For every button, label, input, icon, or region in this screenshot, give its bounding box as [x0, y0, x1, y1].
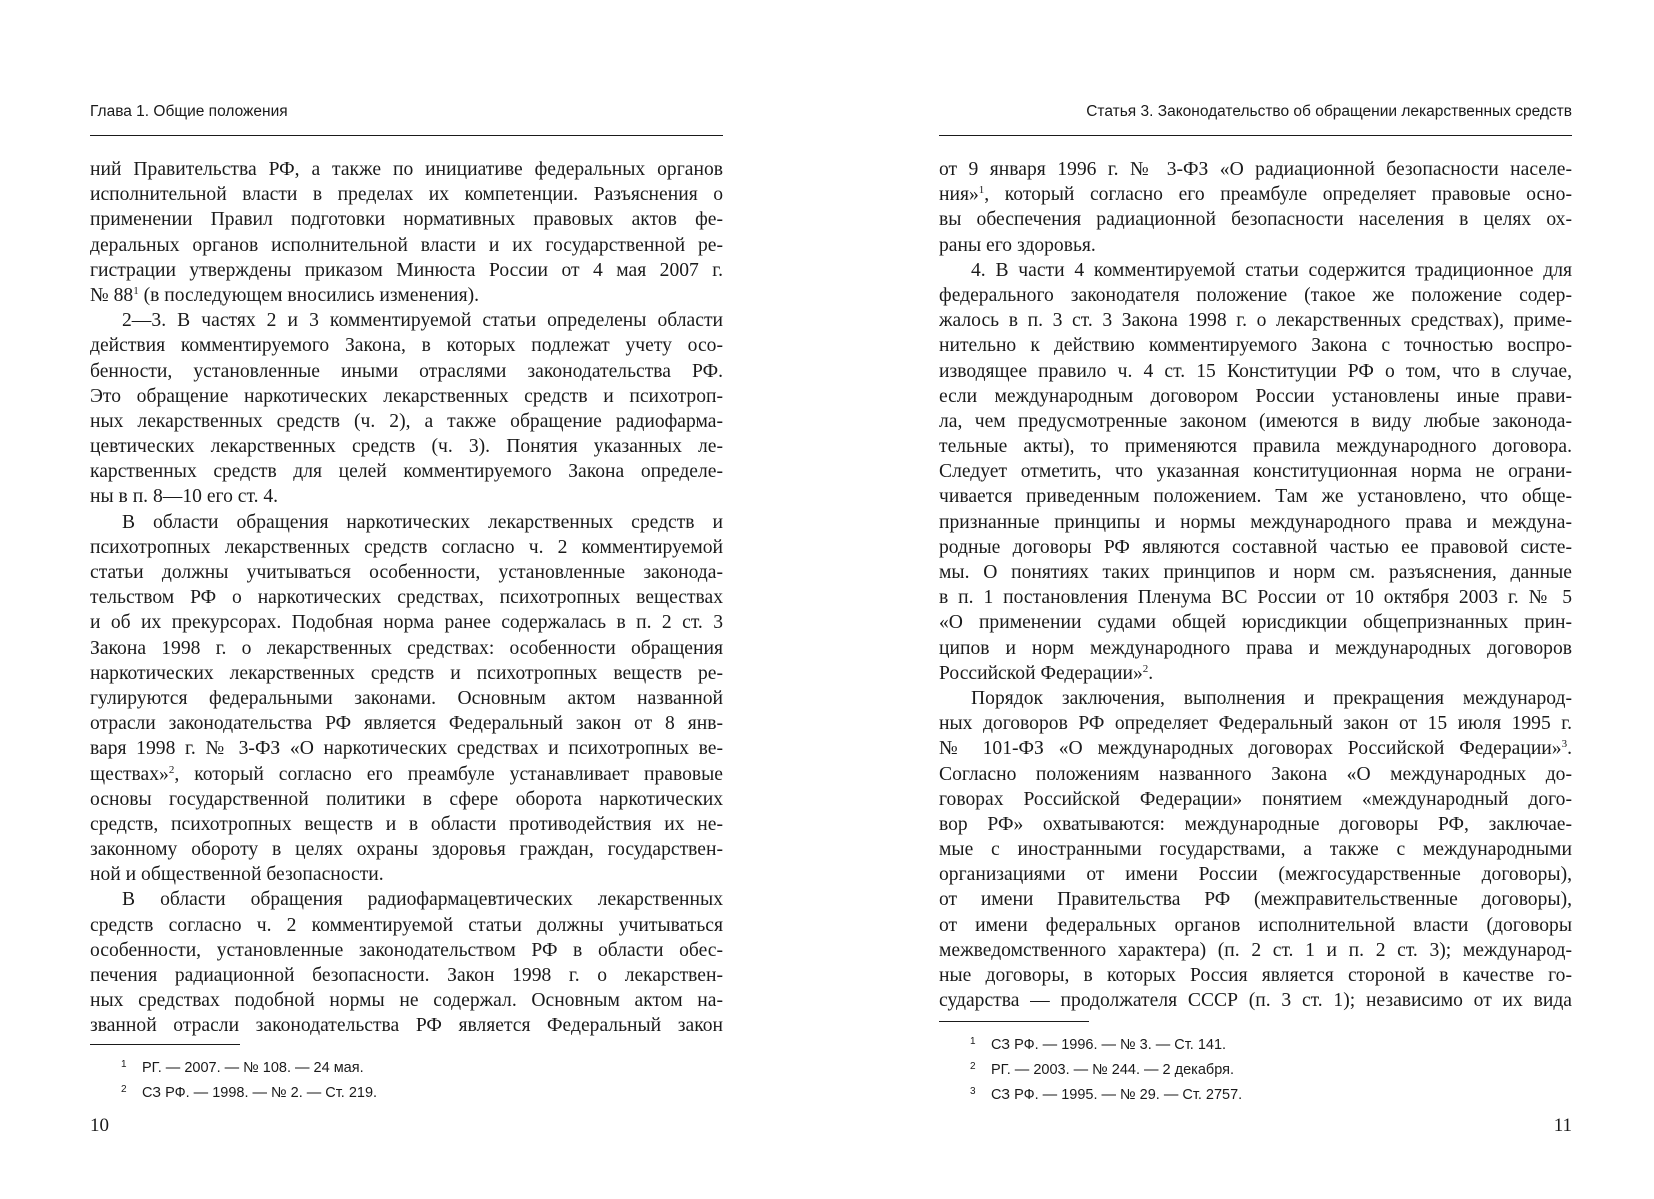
line-text: основы государственной политики в сфере оборота наркотических [90, 788, 723, 810]
text-line [90, 409, 723, 434]
line-text: вор РФ» охватываются: международные договоры РФ, заключае- [939, 813, 1572, 835]
line-text: цевтических лекарственных средств (ч. 3). Понятия указанных ле- [90, 436, 723, 458]
line-text: ные договоры, в которых Россия является стороной в качестве го- [939, 965, 1572, 986]
line-text: ных средствах подобной нормы не содержал. Основным актом на- [90, 990, 723, 1012]
text-line [90, 384, 723, 409]
line-text: званной отрасли законодательства РФ является Федеральный закон [90, 1015, 723, 1037]
footnote-number: 1 [121, 1059, 127, 1070]
text-line [90, 157, 723, 182]
page-number: 11 [1553, 1115, 1572, 1136]
text-line [939, 686, 1572, 711]
text-line [90, 711, 723, 736]
line-text: ния» [939, 184, 979, 206]
line-text: от имени Правительства РФ (межправительственные договоры), [939, 889, 1572, 911]
line-text: ных договоров РФ определяет Федеральный закон от 15 июля 1995 г. [939, 713, 1572, 735]
footnote-number: 2 [121, 1084, 127, 1095]
text-line [939, 887, 1572, 912]
line-text: мы. О понятиях таких принципов и норм см. разъяснения, данные [939, 562, 1572, 583]
text-line [939, 258, 1572, 283]
line-text: тельные акты), то применяются правила международного договора. [939, 436, 1572, 458]
text-line [939, 359, 1572, 384]
text-line [90, 484, 723, 509]
text-line [939, 459, 1572, 484]
text-line [90, 182, 723, 207]
text-line [939, 938, 1572, 963]
line-text: № 101-ФЗ «О международных договорах Российской Федерации» [939, 738, 1562, 760]
text-line [939, 636, 1572, 661]
line-text-after: . [1148, 662, 1154, 684]
running-head: Статья 3. Законодательство об обращении лекарственных средств [1086, 103, 1572, 120]
line-text: Следует отметить, что указанная конституционная норма не ограни- [939, 461, 1572, 483]
text-line [939, 535, 1572, 560]
line-text: признанные принципы и нормы международного права и междуна- [939, 511, 1572, 533]
text-line [939, 560, 1572, 585]
header-rule [939, 135, 1572, 136]
line-text: говорах Российской Федерации» понятием «международный дого- [939, 788, 1572, 810]
line-text: изводящее правило ч. 4 ст. 15 Конституции РФ о том, что в случае, [939, 360, 1572, 382]
text-line [939, 862, 1572, 887]
line-text: 2—3. В частях 2 и 3 комментируемой статьи определены области [122, 310, 723, 332]
text-line [939, 207, 1572, 232]
text-line [90, 585, 723, 610]
text-line [90, 333, 723, 358]
line-text: от 9 января 1996 г. № 3-ФЗ «О радиационной безопасности населе- [939, 159, 1572, 180]
text-line [939, 233, 1572, 258]
text-line [939, 812, 1572, 837]
footnote-rule [939, 1021, 1089, 1022]
line-text: № 88 [90, 284, 134, 306]
line-text: ных лекарственных средств (ч. 2), а также обращение радиофарма- [90, 410, 723, 432]
line-text: ний Правительства РФ, а также по инициативе федеральных органов [90, 159, 723, 180]
footnote [121, 1054, 723, 1079]
line-text: гулируются федеральными законами. Основным актом названной [90, 687, 723, 709]
line-text: бенности, установленные иными отраслями законодательства РФ. [90, 360, 723, 382]
line-text: деральных органов исполнительной власти и их государственной ре- [90, 234, 723, 256]
line-text: тельством РФ о наркотических средствах, психотропных веществах [90, 587, 723, 609]
footnote-ref[interactable]: 1 [978, 184, 985, 197]
footnote [970, 1031, 1572, 1056]
line-text: исполнительной власти в пределах их компетенции. Разъяснения о [90, 184, 723, 206]
footnote-ref[interactable]: 1 [133, 284, 139, 297]
line-text: ла, чем предусмотренные законом (имеются в виду любые законода- [939, 410, 1572, 432]
footnote-ref[interactable]: 3 [1561, 738, 1568, 751]
line-text: Российской Федерации» [939, 662, 1143, 684]
text-line [939, 837, 1572, 862]
page-number: 10 [90, 1115, 109, 1136]
text-line [939, 610, 1572, 635]
line-text: средств, психотропных веществ и в области противодействия их не- [90, 813, 723, 835]
line-text: психотропных лекарственных средств согласно ч. 2 комментируемой [90, 536, 723, 558]
line-text: особенности, установленные законодательством РФ в области обес- [90, 939, 723, 961]
left-page [90, 0, 723, 1199]
text-line [90, 283, 723, 308]
line-text: гистрации утверждены приказом Минюста России от 4 мая 2007 г. [90, 259, 723, 281]
text-line [939, 434, 1572, 459]
text-line [90, 510, 723, 535]
text-line [90, 862, 723, 887]
text-line [90, 837, 723, 862]
text-line [90, 736, 723, 761]
text-line [90, 459, 723, 484]
line-text: В области обращения наркотических лекарственных средств и [122, 511, 723, 533]
line-text-after: (в последующем вносились изменения). [138, 284, 480, 306]
line-text: В области обращения радиофармацевтических лекарственных [122, 889, 723, 911]
line-text: наркотических лекарственных средств и психотропных веществ ре- [90, 662, 723, 684]
footnote-number: 1 [970, 1036, 976, 1047]
line-text: действия комментируемого Закона, в которых подлежат учету осо- [90, 335, 723, 357]
footnote-text: СЗ РФ. — 1998. — № 2. — Ст. 219. [142, 1085, 378, 1101]
line-text-after: . [1567, 738, 1572, 760]
line-text: Согласно положениям названного Закона «О международных до- [939, 763, 1572, 785]
line-text: ципов и норм международного права и международных договоров [939, 637, 1572, 659]
text-line [90, 359, 723, 384]
line-text: применении Правил подготовки нормативных правовых актов фе- [90, 209, 723, 231]
text-line [90, 938, 723, 963]
line-text-after: , который согласно его преамбуле определяет правовые осно- [984, 184, 1572, 206]
text-line [90, 560, 723, 585]
text-line [90, 963, 723, 988]
line-text: статьи должны учитываться особенности, установленные законода- [90, 562, 723, 583]
text-line [90, 233, 723, 258]
line-text: карственных средств для целей комментируемого Закона определе- [90, 461, 723, 483]
line-text: отрасли законодательства РФ является Федеральный закон от 8 янв- [90, 713, 723, 735]
line-text: Это обращение наркотических лекарственных средств и психотроп- [90, 385, 723, 407]
body-text [90, 157, 723, 1039]
line-text: Порядок заключения, выполнения и прекращения международ- [971, 687, 1572, 709]
footnote-ref[interactable]: 2 [168, 763, 175, 776]
text-line [90, 434, 723, 459]
header-rule [90, 135, 723, 136]
footnote-text: РГ. — 2007. — № 108. — 24 мая. [142, 1060, 364, 1076]
footnote [970, 1056, 1572, 1081]
line-text: нительно к действию комментируемого Закона с точностью воспро- [939, 335, 1572, 357]
line-text: если международным договором России установлены иные прави- [939, 385, 1572, 407]
text-line [939, 484, 1572, 509]
text-line [939, 409, 1572, 434]
text-line [90, 787, 723, 812]
line-text: ществах» [90, 763, 169, 785]
body-text [939, 157, 1572, 1013]
text-line [939, 762, 1572, 787]
line-text: от имени федеральных органов исполнительной власти (договоры [939, 914, 1572, 936]
text-line [939, 157, 1572, 182]
line-text: сударства — продолжателя СССР (п. 3 ст. 1); независимо от их вида [939, 990, 1572, 1012]
text-line [939, 283, 1572, 308]
text-line [90, 988, 723, 1013]
text-line [90, 535, 723, 560]
text-line [90, 207, 723, 232]
footnote-text: СЗ РФ. — 1996. — № 3. — Ст. 141. [991, 1037, 1227, 1053]
line-text: федерального законодателя положение (такое же положение содер- [939, 284, 1572, 306]
line-text: родные договоры РФ являются составной частью ее правовой систе- [939, 536, 1572, 558]
running-head: Глава 1. Общие положения [90, 103, 288, 120]
footnote-number: 2 [970, 1061, 976, 1072]
text-line [939, 988, 1572, 1013]
footnote [970, 1081, 1572, 1106]
text-line [939, 308, 1572, 333]
text-line [90, 258, 723, 283]
text-line [90, 1013, 723, 1038]
line-text: жалось в п. 3 ст. 3 Закона 1998 г. о лекарственных средствах), приме- [939, 310, 1572, 332]
text-line [90, 887, 723, 912]
line-text: в п. 1 постановления Пленума ВС России от 10 октября 2003 г. № 5 [939, 587, 1572, 609]
footnotes [121, 1054, 723, 1104]
line-text: организациями от имени России (межгосударственные договоры), [939, 864, 1572, 886]
footnote-text: СЗ РФ. — 1995. — № 29. — Ст. 2757. [991, 1087, 1243, 1103]
text-line [939, 963, 1572, 988]
text-line [939, 585, 1572, 610]
line-text: межведомственного характера) (п. 2 ст. 1 и п. 2 ст. 3); международ- [939, 939, 1572, 961]
text-line [939, 711, 1572, 736]
line-text: ны в п. 8—10 его ст. 4. [90, 486, 279, 508]
text-line [939, 333, 1572, 358]
line-text: Закона 1998 г. о лекарственных средствах: особенности обращения [90, 637, 723, 659]
text-line [939, 384, 1572, 409]
text-line [90, 308, 723, 333]
line-text: средств согласно ч. 2 комментируемой статьи должны учитываться [90, 914, 723, 936]
footnote-number: 3 [970, 1086, 976, 1097]
line-text: раны его здоровья. [939, 234, 1096, 256]
line-text: законному обороту в целях охраны здоровья граждан, государствен- [90, 839, 723, 861]
text-line [90, 686, 723, 711]
text-line [939, 913, 1572, 938]
text-line [939, 510, 1572, 535]
text-line [939, 661, 1572, 686]
right-page [939, 0, 1572, 1199]
text-line [939, 182, 1572, 207]
footnote [121, 1079, 723, 1104]
line-text: мые с иностранными государствами, а также с международными [939, 839, 1572, 861]
footnote-ref[interactable]: 2 [1142, 662, 1149, 675]
text-line [90, 636, 723, 661]
footnotes [970, 1031, 1572, 1106]
footnote-text: РГ. — 2003. — № 244. — 2 декабря. [991, 1062, 1234, 1078]
line-text: 4. В части 4 комментируемой статьи содержится традиционное для [971, 259, 1572, 281]
text-line [90, 913, 723, 938]
text-line [90, 812, 723, 837]
text-line [90, 762, 723, 787]
text-line [939, 736, 1572, 761]
text-line [90, 661, 723, 686]
text-line [90, 610, 723, 635]
line-text: печения радиационной безопасности. Закон 1998 г. о лекарствен- [90, 965, 723, 986]
line-text: ной и общественной безопасности. [90, 864, 384, 886]
footnote-rule [90, 1044, 240, 1045]
line-text: варя 1998 г. № 3-ФЗ «О наркотических средствах и психотропных ве- [90, 738, 723, 760]
line-text: и об их прекурсорах. Подобная норма ранее содержалась в п. 2 ст. 3 [90, 612, 723, 634]
line-text-after: , который согласно его преамбуле устанавливает правовые [174, 763, 723, 785]
line-text: чивается приведенным положением. Там же установлено, что обще- [939, 486, 1572, 508]
line-text: вы обеспечения радиационной безопасности населения в целях ох- [939, 209, 1572, 231]
text-line [939, 787, 1572, 812]
line-text: «О применении судами общей юрисдикции общепризнанных прин- [939, 612, 1572, 634]
